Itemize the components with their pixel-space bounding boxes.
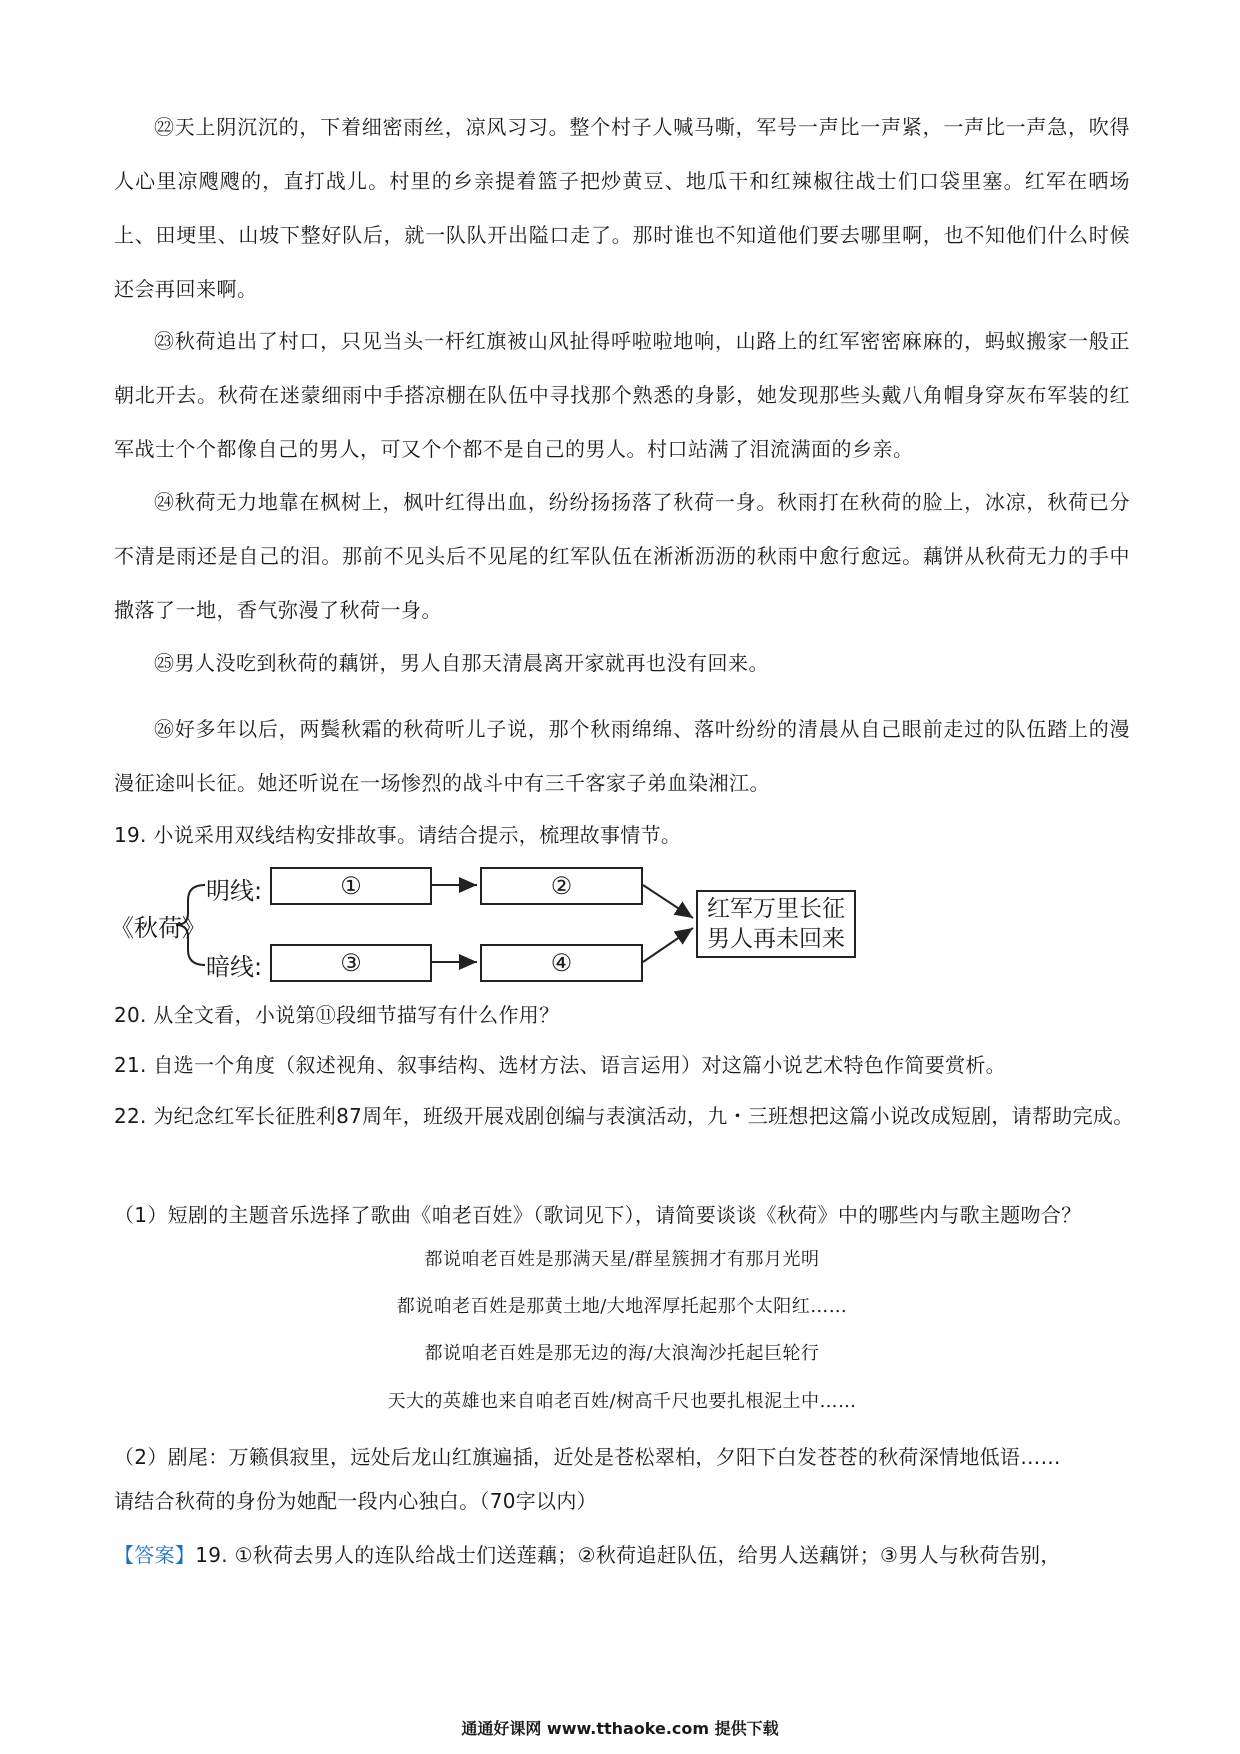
paragraph-text: 秋荷追出了村口，只见当头一杆红旗被山风扯得呼啦啦地响，山路上的红军密密麻麻的，蚂蚁搬家一般正朝北开去。秋荷在迷蒙细雨中手搭凉棚在队伍中寻找那个熟悉的身影，她发现那些头戴八角帽身穿灰布军装的红军战士个个都像自己的男人，可又个个都不是自己的男人。村口站满了泪流满面的乡亲。 [114, 329, 1131, 461]
box-3: ③ [270, 944, 432, 982]
lyric-line-1: 都说咱老百姓是那满天星/群星簇拥才有那月光明 [424, 1249, 820, 1270]
paragraph-text: 男人没吃到秋荷的藕饼，男人自那天清晨离开家就再也没有回来。 [174, 651, 769, 675]
lyric-line-4: 天大的英雄也来自咱老百姓/树高千尺也要扎根泥土中…… [387, 1391, 857, 1412]
paragraph-number: ㉓ [154, 329, 175, 353]
result-box [696, 890, 856, 958]
question-22-part-1: （1）短剧的主题音乐选择了歌曲《咱老百姓》（歌词见下），请简要谈谈《秋荷》中的哪些内与歌主题吻合？ [114, 1203, 1082, 1227]
bright-line-label: 明线: [206, 877, 263, 905]
answer-tag: 【答案】 [114, 1543, 196, 1567]
page-footer: 通通好课网 www.tthaoke.com 提供下载 [461, 1719, 779, 1738]
answer-text: 19. ①秋荷去男人的连队给战士们送莲藕；②秋荷追赶队伍，给男人送藕饼；③男人与秋荷告别， [195, 1543, 1061, 1567]
paragraph-number: ㉖ [154, 717, 175, 741]
paragraph-number: ㉒ [154, 115, 175, 139]
box-1: ① [270, 867, 432, 905]
lyric-line-3: 都说咱老百姓是那无边的海/大浪淘沙托起巨轮行 [424, 1343, 820, 1364]
question-20: 20. 从全文看，小说第⑪段细节描写有什么作用？ [114, 1003, 560, 1027]
result-line-2: 男人再未回来 [707, 926, 845, 952]
paragraph-22 [114, 100, 1130, 316]
lyric-line-2: 都说咱老百姓是那黄土地/大地浑厚托起那个太阳红…… [396, 1296, 848, 1317]
result-line-1: 红军万里长征 [707, 896, 845, 922]
paragraph-25 [114, 636, 1130, 690]
paragraph-text: 秋荷无力地靠在枫树上，枫叶红得出血，纷纷扬扬落了秋荷一身。秋雨打在秋荷的脸上，冰凉，秋荷已分不清是雨还是自己的泪。那前不见头后不见尾的红军队伍在淅淅沥沥的秋雨中愈行愈远。藕饼从秋荷无力的手中撒落了一地，香气弥漫了秋荷一身。 [114, 490, 1131, 622]
question-22-part-2-task: 请结合秋荷的身份为她配一段内心独白。（70字以内） [114, 1489, 597, 1513]
paragraph-24 [114, 475, 1130, 637]
dark-line-label: 暗线: [206, 953, 263, 981]
paragraph-text: 天上阴沉沉的，下着细密雨丝，凉风习习。整个村子人喊马嘶，军号一声比一声紧，一声比一声急，吹得人心里凉飕飕的，直打战儿。村里的乡亲提着篮子把炒黄豆、地瓜干和红辣椒往战士们口袋里塞。红军在晒场上、田埂里、山坡下整好队后，就一队队开出隘口走了。那时谁也不知道他们要去哪里啊，也不知他们什么时候还会再回来啊。 [114, 115, 1131, 301]
arrow-2-result [643, 885, 693, 918]
plot-diagram [110, 855, 870, 995]
paragraph-text: 好多年以后，两鬓秋霜的秋荷听儿子说，那个秋雨绵绵、落叶纷纷的清晨从自己眼前走过的队伍踏上的漫漫征途叫长征。她还听说在一场惨烈的战斗中有三千客家子弟血染湘江。 [114, 717, 1131, 795]
question-21: 21. 自选一个角度（叙述视角、叙事结构、选材方法、语言运用）对这篇小说艺术特色作简要赏析。 [114, 1053, 1006, 1077]
question-22-part-2: （2）剧尾：万籁俱寂里，远处后龙山红旗遍插，近处是苍松翠柏，夕阳下白发苍苍的秋荷深情地低语…… [114, 1445, 1061, 1469]
arrow-4-result [643, 928, 693, 962]
paragraph-number: ㉕ [154, 651, 175, 675]
box-4: ④ [480, 944, 643, 982]
answer-line [114, 1535, 1134, 1575]
question-22: 22. 为纪念红军长征胜利87周年，班级开展戏剧创编与表演活动，九・三班想把这篇小说改成短剧，请帮助完成。 [114, 1104, 1134, 1128]
question-19: 19. 小说采用双线结构安排故事。请结合提示，梳理故事情节。 [114, 823, 682, 847]
diagram-title: 《秋荷》 [110, 914, 206, 942]
paragraph-23 [114, 314, 1130, 476]
paragraph-number: ㉔ [154, 490, 175, 514]
paragraph-26 [114, 702, 1130, 810]
box-2: ② [480, 867, 643, 905]
